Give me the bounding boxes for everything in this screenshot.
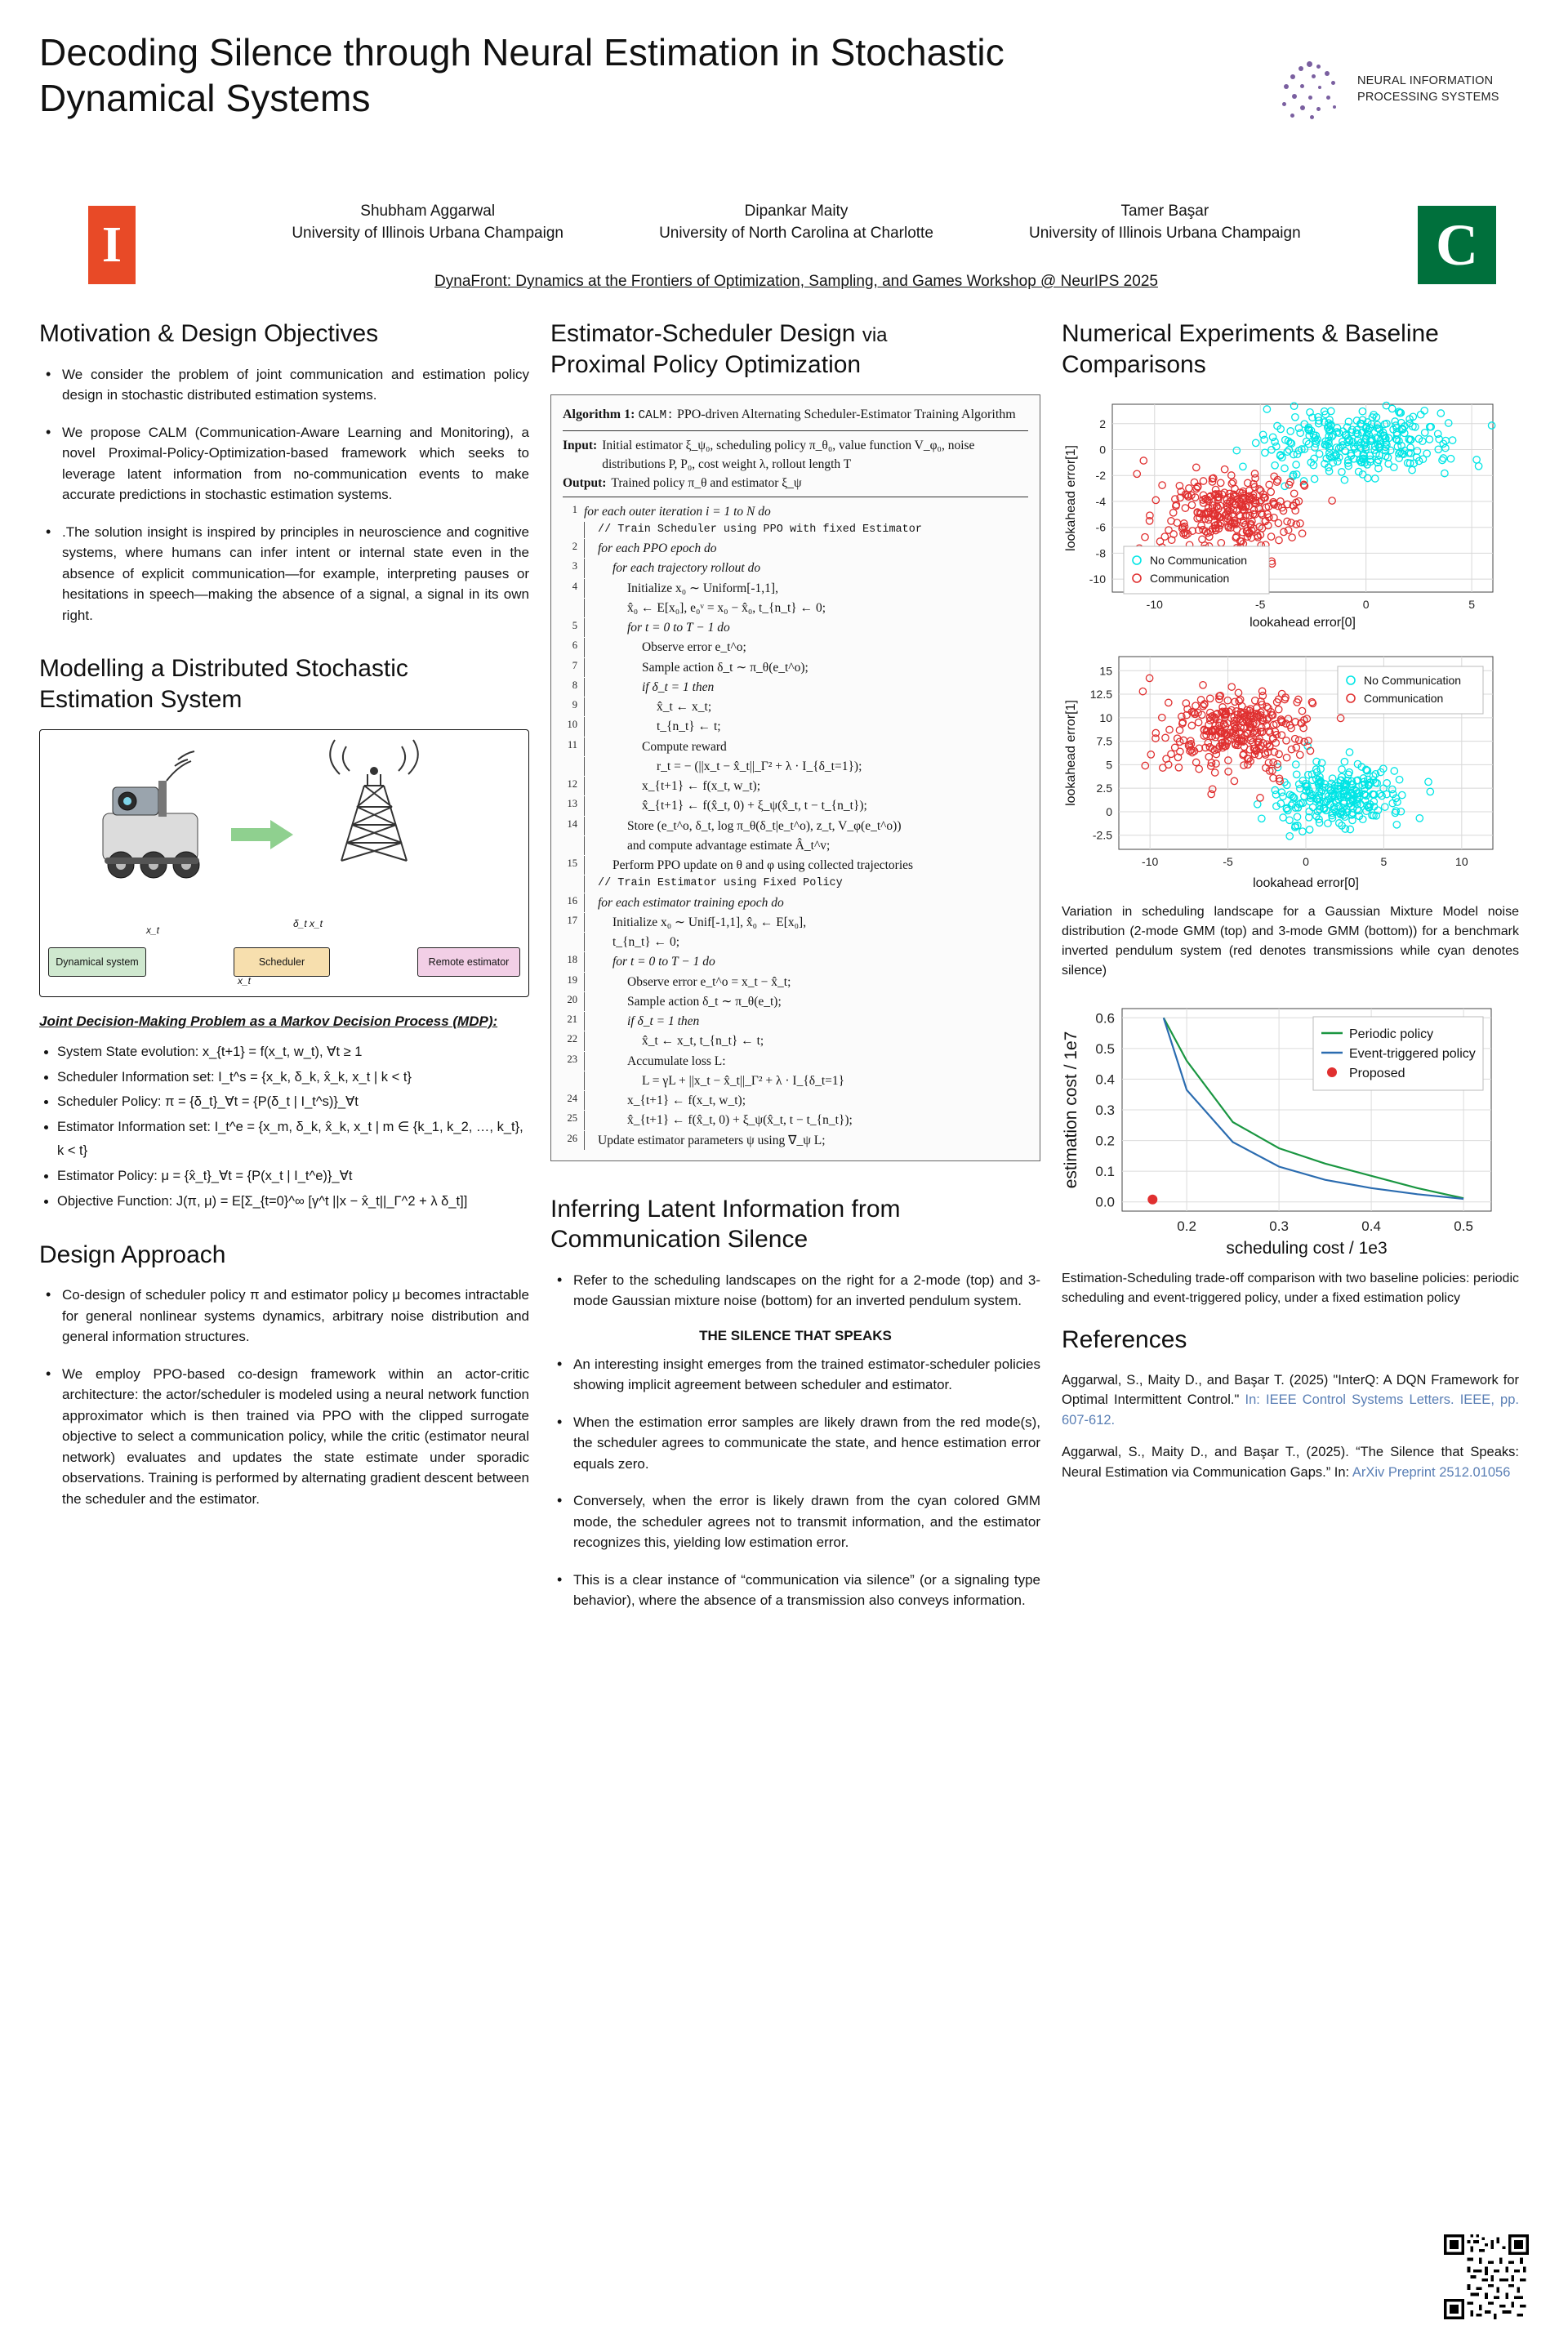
svg-text:0.4: 0.4 <box>1095 1071 1115 1088</box>
algorithm-line-text: Observe error e_t^o; <box>584 638 1028 657</box>
algorithm-line-text: if δ_t = 1 then <box>584 1012 1028 1031</box>
svg-text:-5: -5 <box>1254 598 1266 611</box>
illinois-mark: I <box>101 217 122 273</box>
list-item: • We employ PPO-based co-design framework within an actor-critic architecture: the actor/scheduler is modeled using a neural network function approximator which is then trained via PPO with the clipped surrogate objective to select a communication policy, while the critic (estimator neural network) evaluates and updates the state estimate under sporadic observations. Training is performed by alternating gradient descent between the scheduler and the estimator. <box>41 1364 529 1510</box>
algorithm-line-number: 15 <box>567 858 577 869</box>
section-title-modelling: Modelling a Distributed Stochastic Estimation System <box>39 655 408 713</box>
algorithm-output <box>563 474 1028 492</box>
algorithm-line <box>563 1131 1028 1150</box>
algorithm-line <box>563 1052 1028 1071</box>
list-item: • This is a clear instance of “communication via silence” (or a signaling type behavior), where the absence of a transmission also conveys information. <box>552 1570 1040 1611</box>
algorithm-line-number: 1 <box>572 503 577 515</box>
svg-text:0: 0 <box>1099 443 1106 457</box>
algorithm-line-text: x̂_t ← x_t; <box>584 697 1028 716</box>
algorithm-line <box>563 817 1028 835</box>
algorithm-line <box>563 952 1028 971</box>
author-list <box>243 203 1349 243</box>
svg-text:-2: -2 <box>1095 469 1106 483</box>
algorithm-line-text: t_{n_t} ← 0; <box>584 933 1028 951</box>
algorithm-line-text: x_{t+1} ← f(x_t, w_t); <box>584 777 1028 795</box>
system-diagram-scene <box>48 738 520 926</box>
svg-text:0: 0 <box>1106 804 1112 818</box>
algorithm-line-number: 12 <box>567 778 577 790</box>
algorithm-line <box>563 717 1028 736</box>
svg-text:5: 5 <box>1106 758 1112 772</box>
algorithm-line <box>563 1071 1028 1090</box>
svg-text:0.5: 0.5 <box>1095 1040 1115 1057</box>
algorithm-line-text: for t = 0 to T − 1 do <box>584 952 1028 971</box>
algorithm-input-label: Input: <box>563 438 598 452</box>
svg-text:10: 10 <box>1455 855 1468 868</box>
caption-tradeoff: Estimation-Scheduling trade-off comparison with two baseline policies: periodic scheduling and event-triggered policy, under a fixed estimation policy <box>1062 1272 1519 1305</box>
legend-entry: No Communication <box>1150 554 1248 567</box>
svg-text:0: 0 <box>1362 598 1370 611</box>
workshop-line: DynaFront: Dynamics at the Frontiers of Optimization, Sampling, and Games Workshop @ NeurIPS 2025 <box>434 273 1158 290</box>
algorithm-line-number: 17 <box>567 914 577 926</box>
reference-item <box>1062 1442 1519 1483</box>
algorithm-line-number: 8 <box>572 679 577 691</box>
column-right <box>1062 314 1519 1628</box>
illinois-logo <box>88 206 136 284</box>
section-title-references: References <box>1062 1326 1187 1353</box>
author-entry <box>612 203 980 243</box>
algorithm-line-number: 10 <box>567 719 577 731</box>
list-item: • When the estimation error samples are likely drawn from the red mode(s), the scheduler agrees to communicate the state, and hence estimation error equals zero. <box>552 1412 1040 1475</box>
chart-tradeoff <box>1062 997 1519 1263</box>
design-bullet-list <box>39 1285 529 1509</box>
algorithm-line <box>563 913 1028 932</box>
algorithm-label: Algorithm 1: <box>563 408 635 421</box>
svg-text:0.0: 0.0 <box>1095 1194 1115 1210</box>
svg-text:7.5: 7.5 <box>1096 734 1112 748</box>
reference-link[interactable]: ArXiv Preprint 2512.01056 <box>1352 1464 1511 1480</box>
svg-text:-8: -8 <box>1095 546 1106 560</box>
list-item: • Estimator Information set: I_t^e = {x_m, δ_k, x̂_k, x_t | m ∈ {k_1, k_2, …, k_t}, k < t} <box>57 1116 529 1163</box>
label-x-t-left: x_t <box>146 924 160 936</box>
algorithm-line-number: 14 <box>567 817 577 830</box>
algorithm-line <box>563 1012 1028 1031</box>
algorithm-line-number: 18 <box>567 954 577 966</box>
author-name: Tamer Başar <box>1120 203 1209 220</box>
algorithm-line-number: 6 <box>572 639 577 652</box>
author-affiliation: University of Illinois Urbana Champaign <box>1028 225 1301 242</box>
svg-text:5: 5 <box>1380 855 1388 868</box>
block-remote-estimator: Remote estimator <box>417 947 520 977</box>
chart-scatter-2mode <box>1062 394 1519 635</box>
list-item: • Objective Function: J(π, μ) = E[Σ_{t=0}^∞ [γ^t ||x − x̂_t||_Γ^2 + λ δ_t]] <box>57 1190 529 1214</box>
svg-text:2: 2 <box>1099 416 1106 430</box>
list-item: • .The solution insight is inspired by principles in neuroscience and cognitive systems, where humans can infer intent or internal state even in the absence of explicit communication—for example, interpreting pauses or hesitations in speech—making the absence of a signal, a signal in its own right. <box>41 522 529 626</box>
neurips-dots-icon <box>1276 60 1346 120</box>
algorithm-line-text: for each estimator training epoch do <box>584 893 1028 912</box>
block-diagram-row <box>48 947 520 977</box>
algorithm-line <box>563 836 1028 855</box>
inferring-intro-list <box>550 1270 1040 1312</box>
svg-text:0.3: 0.3 <box>1095 1102 1115 1118</box>
svg-text:0.3: 0.3 <box>1269 1218 1289 1234</box>
line-plot <box>1062 997 1503 1258</box>
svg-text:10: 10 <box>1099 710 1112 724</box>
algorithm-line <box>563 539 1028 558</box>
author-name: Dipankar Maity <box>744 203 849 220</box>
algorithm-line-text: Perform PPO update on θ and φ using collected trajectories <box>584 856 1028 875</box>
algorithm-line-text: x̂_{t+1} ← f(x̂_t, 0) + ξ_ψ(x̂_t, t − t_{n_t}); <box>584 796 1028 815</box>
algorithm-line-text: x̂_t ← x_t, t_{n_t} ← t; <box>584 1031 1028 1050</box>
x-axis-label: lookahead error[0] <box>1253 876 1359 890</box>
svg-text:2.5: 2.5 <box>1096 782 1112 795</box>
algorithm-line <box>563 796 1028 815</box>
algorithm-line-text: r_t = − (||x_t − x̂_t||_Γ² + λ · I_{δ_t=1}); <box>584 757 1028 776</box>
algorithm-line-text: Compute reward <box>584 737 1028 756</box>
algorithm-line <box>563 697 1028 716</box>
algorithm-line-number: 21 <box>567 1013 577 1025</box>
neurips-logo-text: NEURAL INFORMATION PROCESSING SYSTEMS <box>1357 74 1499 104</box>
algorithm-line-number: 9 <box>572 699 577 710</box>
poster-columns <box>39 314 1529 1628</box>
authors-band <box>39 198 1529 304</box>
list-item: • We propose CALM (Communication-Aware Learning and Monitoring), a novel Proximal-Policy-Optimization-based framework which seeks to leverage latent information from no-communication events to make accurate predictions in stochastic estimation systems. <box>41 422 529 506</box>
qr-code[interactable] <box>1444 2234 1529 2319</box>
scatter-plot <box>1062 394 1503 631</box>
svg-text:0: 0 <box>1303 855 1309 868</box>
neurips-logo <box>1276 57 1521 122</box>
block-dynamical-system: Dynamical system <box>48 947 146 977</box>
algorithm-line-text: L = γL + ||x_t − x̂_t||_Γ² + λ · I_{δ_t=1} <box>584 1071 1028 1090</box>
list-item: • We consider the problem of joint communication and estimation policy design in stochastic distributed estimation systems. <box>41 364 529 406</box>
algorithm-line <box>563 992 1028 1011</box>
legend-entry: No Communication <box>1364 674 1462 687</box>
algorithm-line-text: x_{t+1} ← f(x_t, w_t); <box>584 1091 1028 1110</box>
section-title-numerical: Numerical Experiments & Baseline Comparisons <box>1062 320 1439 378</box>
reference-text: Aggarwal, S., Maity D., and Başar T. (2025) "InterQ: A DQN Framework for Optimal Intermittent Control." <box>1062 1372 1519 1408</box>
algorithm-input-text: Initial estimator ξ_ψ₀, scheduling policy π_θ₀, value function V_φ₀, noise distributions P, P₀, cost weight λ, rollout length T <box>602 438 975 471</box>
algorithm-line <box>563 579 1028 598</box>
list-item: • Co-design of scheduler policy π and estimator policy μ becomes intractable for general nonlinear systems dynamics, arbitrary noise distribution and general information structures. <box>41 1285 529 1348</box>
algorithm-line-number: 22 <box>567 1033 577 1045</box>
author-entry <box>243 203 612 243</box>
reference-link[interactable]: In: IEEE Control Systems Letters. IEEE, pp. 607-612. <box>1062 1392 1519 1428</box>
x-axis-label: lookahead error[0] <box>1250 616 1356 630</box>
algorithm-line <box>563 1091 1028 1110</box>
column-left <box>39 314 529 1628</box>
algorithm-line-text: Observe error e_t^o = x_t − x̂_t; <box>584 973 1028 991</box>
algorithm-line-text: Initialize x₀ ∼ Uniform[-1,1], <box>584 579 1028 598</box>
estimator-title-sub: Proximal Policy Optimization <box>550 350 862 378</box>
algorithm-line-text: if δ_t = 1 then <box>584 678 1028 697</box>
algorithm-line <box>563 1111 1028 1129</box>
list-item: • Refer to the scheduling landscapes on the right for a 2-mode (top) and 3-mode Gaussian mixture noise (bottom) for an inverted pendulum system. <box>552 1270 1040 1312</box>
mdp-item-list <box>39 1040 529 1214</box>
y-axis-label: lookahead error[1] <box>1064 700 1078 806</box>
algorithm-line <box>563 618 1028 637</box>
algorithm-line-number: 16 <box>567 894 577 906</box>
list-item: • Conversely, when the error is likely drawn from the cyan colored GMM mode, the scheduler agrees not to transmit information, and the estimator recognizes this, yielding low estimation error. <box>552 1490 1040 1553</box>
algorithm-line-text: Update estimator parameters ψ using ∇_ψ L; <box>584 1131 1028 1150</box>
algorithm-line-text: for t = 0 to T − 1 do <box>584 618 1028 637</box>
list-item: • Scheduler Information set: I_t^s = {x_k, δ_k, x̂_k, x_t | k < t} <box>57 1066 529 1089</box>
silence-heading: THE SILENCE THAT SPEAKS <box>699 1327 892 1343</box>
algorithm-line <box>563 973 1028 991</box>
label-delta-t: δ_t x_t <box>293 918 323 929</box>
algorithm-line-number: 11 <box>567 738 577 751</box>
svg-text:-10: -10 <box>1142 855 1159 868</box>
svg-text:-5: -5 <box>1223 855 1233 868</box>
algorithm-line-text: Accumulate loss L: <box>584 1052 1028 1071</box>
robot-tower-illustration <box>48 738 520 926</box>
svg-text:-10: -10 <box>1089 572 1106 586</box>
svg-text:5: 5 <box>1468 598 1476 611</box>
y-axis-label: estimation cost / 1e7 <box>1062 1031 1080 1189</box>
svg-text:0.5: 0.5 <box>1454 1218 1473 1234</box>
algorithm-line <box>563 856 1028 875</box>
algorithm-line-number: 2 <box>572 541 577 552</box>
list-item: • An interesting insight emerges from the trained estimator-scheduler policies showing implicit agreement between scheduler and estimator. <box>552 1354 1040 1396</box>
list-item: • System State evolution: x_{t+1} = f(x_t, w_t), ∀t ≥ 1 <box>57 1040 529 1064</box>
algorithm-lines <box>563 497 1028 1150</box>
section-title-estimator-scheduler <box>550 318 1040 380</box>
legend-entry: Communication <box>1150 572 1230 585</box>
motivation-bullet-list <box>39 364 529 626</box>
estimator-title-via: via <box>862 324 888 346</box>
algorithm-line-text: for each PPO epoch do <box>584 539 1028 558</box>
algorithm-name: CALM: <box>638 409 674 422</box>
algorithm-line <box>563 875 1028 892</box>
column-middle <box>550 314 1040 1628</box>
unc-charlotte-logo <box>1418 206 1496 284</box>
algorithm-line-text: Sample action δ_t ∼ π_θ(e_t); <box>584 992 1028 1011</box>
algorithm-box <box>550 394 1040 1161</box>
algorithm-line <box>563 893 1028 912</box>
reference-text: Aggarwal, S., Maity D., and Başar T., (2025). “The Silence that Speaks: Neural Estimation via Communication Gaps.” In: <box>1062 1444 1519 1480</box>
algorithm-line <box>563 777 1028 795</box>
algorithm-line-number: 26 <box>567 1132 577 1144</box>
algorithm-line-text: t_{n_t} ← t; <box>584 717 1028 736</box>
algorithm-line-text: // Train Estimator using Fixed Policy <box>584 875 1028 892</box>
svg-text:0.2: 0.2 <box>1177 1218 1196 1234</box>
svg-text:-6: -6 <box>1095 520 1106 534</box>
algorithm-line-number: 25 <box>567 1112 577 1125</box>
algorithm-line-number: 24 <box>567 1093 577 1104</box>
algorithm-line-text: for each trajectory rollout do <box>584 559 1028 577</box>
list-item: • Estimator Policy: μ = {x̂_t}_∀t = {P(x_t | I_t^e)}_∀t <box>57 1165 529 1188</box>
algorithm-line-text: Initialize x₀ ∼ Unif[-1,1], x̂₀ ← E[x₀], <box>584 913 1028 932</box>
algorithm-line <box>563 559 1028 577</box>
svg-text:0.1: 0.1 <box>1095 1164 1115 1180</box>
chart-scatter-3mode <box>1062 647 1519 896</box>
section-title-motivation: Motivation & Design Objectives <box>39 320 379 347</box>
mdp-subheading: Joint Decision-Making Problem as a Markov Decision Process (MDP): <box>39 1013 498 1029</box>
legend-entry: Event-triggered policy <box>1349 1047 1476 1061</box>
unc-mark: C <box>1436 212 1478 278</box>
algorithm-line-text: x̂₀ ← E[x₀], e₀ᵛ = x₀ − x̂₀, t_{n_t} ← 0; <box>584 599 1028 617</box>
algorithm-line-number: 13 <box>567 798 577 810</box>
legend-entry: Proposed <box>1349 1067 1405 1080</box>
section-title-inferring: Inferring Latent Information from Communication Silence <box>550 1195 901 1254</box>
y-axis-label: lookahead error[1] <box>1064 445 1078 551</box>
algorithm-line-text: for each outer iteration i = 1 to N do <box>584 504 771 519</box>
reference-item <box>1062 1370 1519 1431</box>
algorithm-line <box>563 737 1028 756</box>
svg-text:12.5: 12.5 <box>1089 688 1112 702</box>
scatter-plot <box>1062 647 1503 892</box>
algorithm-line-number: 20 <box>567 993 577 1005</box>
algorithm-line <box>563 757 1028 776</box>
algorithm-line <box>563 933 1028 951</box>
algorithm-line <box>563 522 1028 538</box>
algorithm-line-number: 3 <box>572 560 577 572</box>
section-title-design-approach: Design Approach <box>39 1241 226 1268</box>
algorithm-line-number: 7 <box>572 659 577 671</box>
author-name: Shubham Aggarwal <box>360 203 496 220</box>
algorithm-output-text: Trained policy π_θ and estimator ξ_ψ <box>611 476 802 491</box>
x-axis-label: scheduling cost / 1e3 <box>1226 1239 1388 1258</box>
algorithm-line-text: x̂_{t+1} ← f(x̂_t, 0) + ξ_ψ(x̂_t, t − t_{n_t}); <box>584 1111 1028 1129</box>
estimator-title-main: Estimator-Scheduler Design <box>550 320 856 347</box>
algorithm-line-number: 19 <box>567 973 577 986</box>
list-item: • Scheduler Policy: π = {δ_t}_∀t = {P(δ_t | I_t^s)}_∀t <box>57 1090 529 1114</box>
caption-gmm: Variation in scheduling landscape for a Gaussian Mixture Model noise distribution (2-mode GMM (top) and 3-mode GMM (bottom)) for a benchmark inverted pendulum system (red denotes transmissions while cyan denotes silence) <box>1062 905 1519 978</box>
algorithm-input <box>563 436 1028 474</box>
svg-text:0.6: 0.6 <box>1095 1010 1115 1027</box>
algorithm-output-label: Output: <box>563 476 607 491</box>
svg-text:0.4: 0.4 <box>1361 1218 1381 1234</box>
algorithm-line-number: 5 <box>572 620 577 631</box>
algorithm-line-text: Sample action δ_t ∼ π_θ(e_t^o); <box>584 658 1028 677</box>
author-entry <box>981 203 1349 243</box>
system-diagram-figure <box>39 729 529 997</box>
algorithm-line <box>563 502 1028 521</box>
algorithm-line <box>563 638 1028 657</box>
author-affiliation: University of North Carolina at Charlotte <box>659 225 933 242</box>
algorithm-title <box>563 405 1028 431</box>
legend-entry: Periodic policy <box>1349 1027 1434 1041</box>
svg-text:0.2: 0.2 <box>1095 1133 1115 1149</box>
svg-text:-10: -10 <box>1146 598 1163 611</box>
block-scheduler: Scheduler <box>234 947 330 977</box>
algorithm-line-text: // Train Scheduler using PPO with fixed Estimator <box>584 522 1028 538</box>
algorithm-line-number: 4 <box>572 580 577 592</box>
inferring-bullet-list <box>550 1354 1040 1611</box>
svg-text:15: 15 <box>1099 664 1112 678</box>
legend-entry: Communication <box>1364 692 1444 705</box>
algorithm-line-number: 23 <box>567 1053 577 1065</box>
algorithm-title-text: PPO-driven Alternating Scheduler-Estimator Training Algorithm <box>676 408 1016 421</box>
algorithm-line <box>563 1031 1028 1050</box>
svg-text:-2.5: -2.5 <box>1092 828 1112 842</box>
algorithm-line-text: Store (e_t^o, δ_t, log π_θ(δ_t|e_t^o), z_t, V_φ(e_t^o)) <box>584 817 1028 835</box>
algorithm-line-text: and compute advantage estimate Â_t^v; <box>584 836 1028 855</box>
label-x-t-right: x_t <box>238 975 252 987</box>
page-title: Decoding Silence through Neural Estimation in Stochastic Dynamical Systems <box>39 31 1004 120</box>
algorithm-line <box>563 658 1028 677</box>
poster-header <box>39 29 1529 193</box>
algorithm-line <box>563 678 1028 697</box>
svg-text:-4: -4 <box>1095 494 1106 508</box>
algorithm-line <box>563 599 1028 617</box>
author-affiliation: University of Illinois Urbana Champaign <box>292 225 564 242</box>
